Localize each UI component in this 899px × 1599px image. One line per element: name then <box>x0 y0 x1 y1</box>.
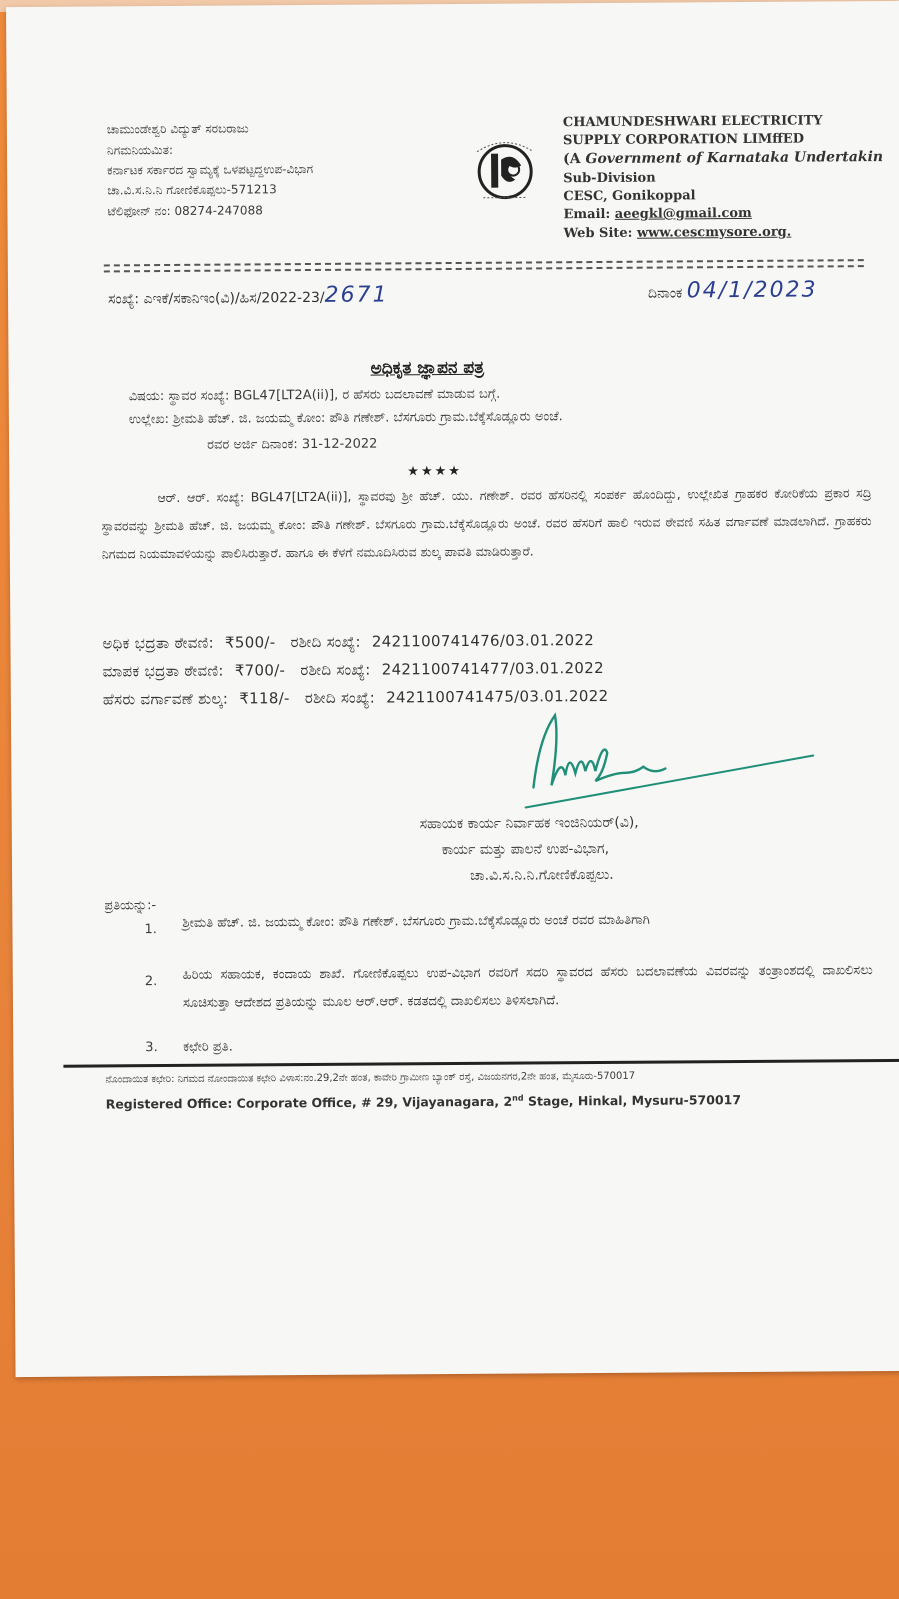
letterhead-kn-line-2: ನಿಗಮನಿಯಮಿತ: <box>106 142 174 158</box>
letterhead-en-line-5: CESC, Gonikoppal <box>563 188 696 205</box>
fee-row-2 <box>103 659 604 680</box>
letterhead-kn-line-5: ಟೆಲಿಫೋನ್ ನಂ: 08274-247088 <box>107 203 263 219</box>
website-link[interactable]: www.cescmysore.org. <box>636 224 792 241</box>
fee-row-3 <box>103 687 609 709</box>
separator-stars: ★★★★ <box>407 463 462 480</box>
footer-registered-office: Registered Office: Corporate Office, # 29, Vijayanagara, 2nd Stage, Hinkal, Mysuru-570017 <box>105 1092 742 1112</box>
signatory-line-1: ಸಹಾಯಕ ಕಾರ್ಯ ನಿರ್ವಾಹಕ ಇಂಜಿನಿಯರ್(ವಿ), <box>419 814 639 833</box>
fee-label: ಮಾಪಕ ಭದ್ರತಾ ಠೇವಣಿ: <box>102 661 224 681</box>
memo-title: ಅಧಿಕೃತ ಜ್ಞಾಪನ ಪತ್ರ <box>370 357 485 379</box>
letterhead-email: Email: aeegkl@gmail.com <box>563 205 752 223</box>
copy-number: 2. <box>144 974 158 990</box>
fee-label: ಹೆಸರು ವರ್ಗಾವಣೆ ಶುಲ್ಕ: <box>102 689 229 709</box>
fee-amount: ₹118/- <box>239 689 290 708</box>
fee-amount: ₹700/- <box>234 661 286 680</box>
receipt-number: 2421100741475/03.01.2022 <box>386 686 609 707</box>
copy-item-3: ಕಛೇರಿ ಪ್ರತಿ. <box>183 1039 233 1055</box>
copy-number: 1. <box>144 922 157 938</box>
fee-row-1 <box>102 631 594 652</box>
header-divider-2 <box>104 265 864 272</box>
letterhead-website: Web Site: www.cescmysore.org. <box>563 224 792 242</box>
reference-number-label: ಸಂಖ್ಯೆ: ಎಇಕೆ/ಸಕಾನಿಇಂ(ವಿ)/ಹಿಸ/2022-23/ <box>107 289 325 308</box>
reference-number <box>108 282 389 309</box>
email-link[interactable]: aeegkl@gmail.com <box>614 205 752 222</box>
date-handwritten: 04/1/2023 <box>686 277 818 304</box>
receipt-label: ರಶೀದಿ ಸಂಖ್ಯೆ: <box>290 632 361 652</box>
receipt-number: 2421100741477/03.01.2022 <box>381 658 604 679</box>
body-paragraph: ಆರ್. ಆರ್. ಸಂಖ್ಯೆ: BGL47[LT2A(ii)], ಸ್ಥಾವರವು ಶ್ರೀ ಹೆಚ್. ಯು. ಗಣೇಶ್. ರವರ ಹೆಸರಿನಲ್ಲಿ ಸಂಪರ್ಕ ಹೊಂದಿದ್ದು, ಉಲ್ಲೇಖಿತ ಗ್ರಾಹಕರ ಕೋರಿಕೆಯ ಪ್ರಕಾರ ಸದ್ರಿ ಸ್ಥಾವರವನ್ನು ಶ್ರೀಮತಿ ಹೆಚ್. ಜಿ. ಜಯಮ್ಮ ಕೋಂ: ಪೌತಿ ಗಣೇಶ್. ಬೆಸಗೂರು ಗ್ರಾಮ.ಬೆಕ್ಕೆಸೊಡ್ಲೂರು ಅಂಚೆ. ರವರ ಹೆಸರಿಗೆ ಹಾಲಿ ಇರುವ ಠೇವಣಿ ಸಹಿತ ವರ್ಗಾವಣೆ ಮಾಡಲಾಗಿದೆ. ಗ್ರಾಹಕರು ನಿಗಮದ ನಿಯಮಾವಳಿಯನ್ನು ಪಾಲಿಸಿರುತ್ತಾರೆ. ಹಾಗೂ ಈ ಕೆಳಗೆ ನಮೂದಿಸಿರುವ ಶುಲ್ಕ ಪಾವತಿ ಮಾಡಿರುತ್ತಾರೆ. <box>101 485 872 562</box>
letter-date <box>648 277 818 303</box>
cesc-logo <box>469 137 541 204</box>
fee-label: ಅಧಿಕ ಭದ್ರತಾ ಠೇವಣಿ: <box>102 633 214 653</box>
copy-number: 3. <box>145 1040 158 1056</box>
reference-number-handwritten: 2671 <box>324 282 389 308</box>
letterhead-en-line-4: Sub-Division <box>563 170 656 187</box>
receipt-label: ರಶೀದಿ ಸಂಖ್ಯೆ: <box>300 660 371 680</box>
signatory-line-2: ಕಾರ್ಯ ಮತ್ತು ಪಾಲನೆ ಉಪ-ವಿಭಾಗ, <box>441 840 610 859</box>
letterhead-en-line-1: CHAMUNDESHWARI ELECTRICITY <box>562 113 823 131</box>
signatory-line-3: ಚಾ.ವಿ.ಸ.ನಿ.ನಿ.ಗೋಣಿಕೊಪ್ಪಲು. <box>470 866 614 884</box>
letterhead-kn-line-1: ಚಾಮುಂಡೇಶ್ವರಿ ವಿದ್ಯುತ್ ಸರಬರಾಜು <box>106 121 249 137</box>
reference-line-2: ರವರ ಅರ್ಜಿ ದಿನಾಂಕ: 31-12-2022 <box>207 436 378 453</box>
letterhead-kn-line-3: ಕರ್ನಾಟಕ ಸರ್ಕಾರದ ಸ್ವಾಮ್ಯಕ್ಕೆ ಒಳಪಟ್ಟದ್ದಉಪ-ವಿಭಾಗ <box>107 161 314 178</box>
copies-label: ಪ್ರತಿಯನ್ನು:- <box>104 898 157 914</box>
reference-line-1: ಉಲ್ಲೇಖ: ಶ್ರೀಮತಿ ಹೆಚ್. ಜಿ. ಜಯಮ್ಮ ಕೋಂ: ಪೌತಿ ಗಣೇಶ್. ಬೆಸಗೂರು ಗ್ರಾಮ.ಬೆಕ್ಕೆಸೊಡ್ಲೂರು ಅಂಚೆ. <box>128 409 563 428</box>
copy-item-2: ಹಿರಿಯ ಸಹಾಯಕ, ಕಂದಾಯ ಶಾಖೆ. ಗೋಣಿಕೊಪ್ಪಲು ಉಪ-ವಿಭಾಗ ರವರಿಗೆ ಸದರಿ ಸ್ಥಾವರದ ಹೆಸರು ಬದಲಾವಣೆಯ ವಿವರವನ್ನು ತಂತ್ರಾಂಶದಲ್ಲಿ ದಾಖಲಿಸಲು ಸೂಚಿಸುತ್ತಾ ಆದೇಶದ ಪ್ರತಿಯನ್ನು ಮೂಲ ಆರ್.ಆರ್. ಕಡತದಲ್ಲಿ ದಾಖಲಿಸಲು ತಿಳಿಸಲಾಗಿದೆ. <box>182 963 873 1011</box>
letterhead-en-line-2: SUPPLY CORPORATION LIMffED <box>562 131 805 149</box>
letterhead-kn-line-4: ಚಾ.ವಿ.ಸ.ನಿ.ನಿ ಗೋಣಿಕೊಪ್ಪಲು-571213 <box>107 182 277 198</box>
letter-page <box>6 1 899 1377</box>
date-label: ದಿನಾಂಕ <box>647 285 683 302</box>
letterhead-en-line-3: (A Government of Karnataka Undertakin <box>563 148 884 168</box>
receipt-label: ರಶೀದಿ ಸಂಖ್ಯೆ: <box>304 688 376 708</box>
fee-amount: ₹500/- <box>224 633 276 652</box>
copy-item-1: ಶ್ರೀಮತಿ ಹೆಚ್. ಜಿ. ಜಯಮ್ಮ ಕೋಂ: ಪೌತಿ ಗಣೇಶ್. ಬೆಸಗೂರು ಗ್ರಾಮ.ಬೆಕ್ಕೆಸೊಡ್ಲೂರು ಅಂಚೆ ರವರ ಮಾಹಿತಿಗಾಗಿ <box>182 912 650 931</box>
receipt-number: 2421100741476/03.01.2022 <box>371 631 595 651</box>
subject-line: ವಿಷಯ: ಸ್ಥಾವರ ಸಂಖ್ಯೆ: BGL47[LT2A(ii)], ರ ಹೆಸರು ಬದಲಾವಣೆ ಮಾಡುವ ಬಗ್ಗೆ. <box>128 386 501 405</box>
footer-rule <box>63 1059 899 1068</box>
signature <box>521 705 822 817</box>
footer-kannada-address: ನೊಂದಾಯಿತ ಕಛೇರಿ: ನಿಗಮದ ನೋಂದಾಯಿತ ಕಛೇರಿ ವಿಳಾಸ:ನಂ.29,2ನೇ ಹಂತ, ಕಾವೇರಿ ಗ್ರಾಮೀಣ ಬ್ಯಾಂಕ್ ರಸ್ತೆ, ವಿಜಯನಗರ,2ನೇ ಹಂತ, ಮೈಸೂರು-570017 <box>105 1070 636 1086</box>
